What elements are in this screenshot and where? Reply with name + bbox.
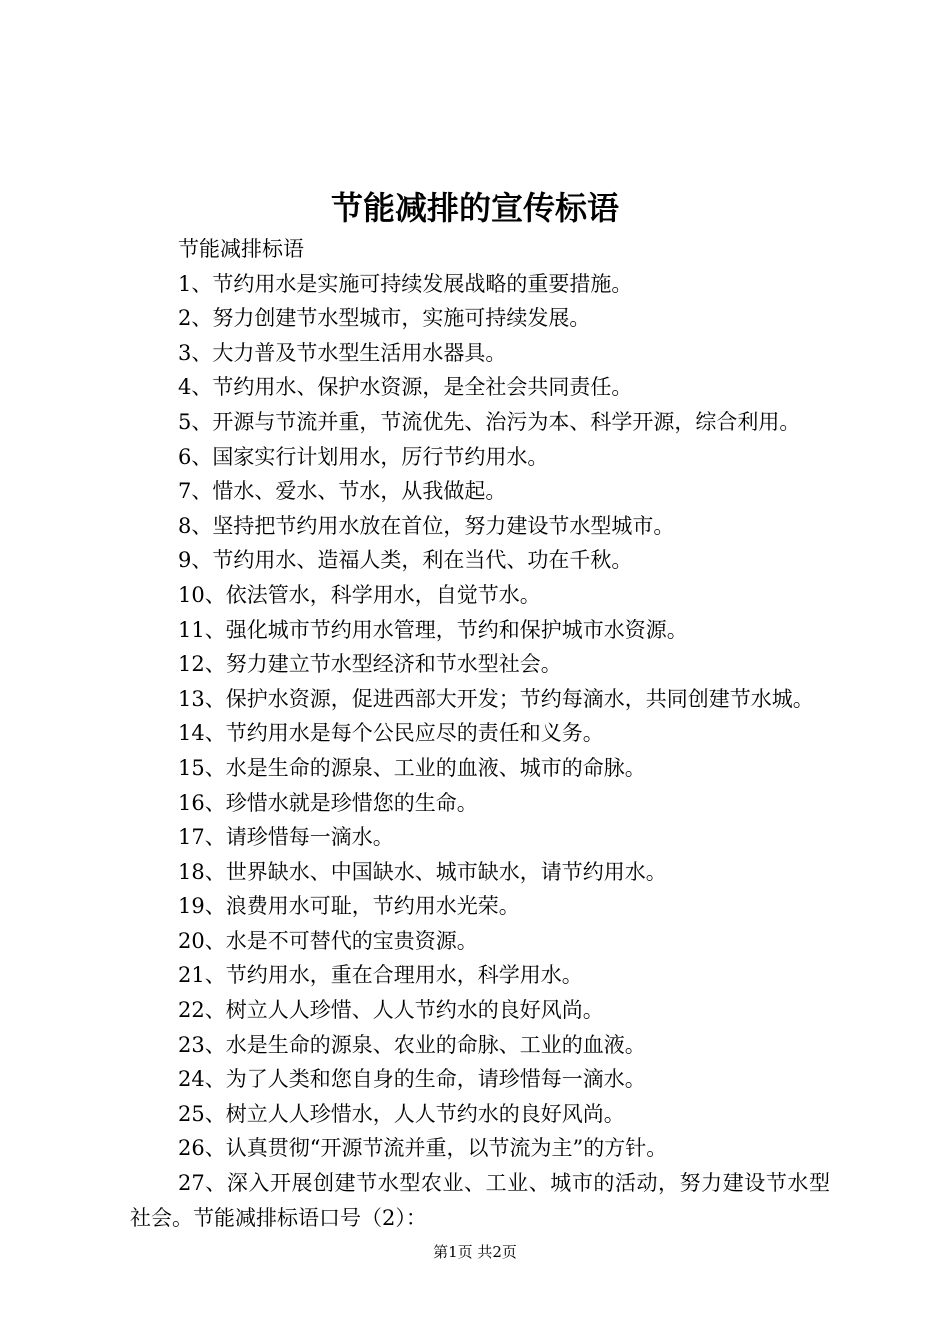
slogan-item: 4、节约用水、保护水资源，是全社会共同责任。 (178, 375, 633, 400)
slogan-item: 1、节约用水是实施可持续发展战略的重要措施。 (178, 271, 633, 296)
slogan-item: 23、水是生命的源泉、农业的命脉、工业的血液。 (178, 1032, 646, 1057)
slogan-item: 15、水是生命的源泉、工业的血液、城市的命脉。 (178, 755, 646, 780)
document-body (130, 232, 830, 1235)
slogan-item: 14、节约用水是每个公民应尽的责任和义务。 (178, 721, 604, 746)
slogan-item: 18、世界缺水、中国缺水、城市缺水，请节约用水。 (178, 859, 667, 884)
slogan-item: 7、惜水、爱水、节水，从我做起。 (178, 479, 507, 504)
page-number: 第1页 共2页 (433, 1243, 517, 1261)
slogan-item: 9、节约用水、造福人类，利在当代、功在千秋。 (178, 548, 633, 573)
slogan-item: 19、浪费用水可耻，节约用水光荣。 (178, 894, 520, 919)
slogan-item: 5、开源与节流并重，节流优先、治污为本、科学开源，综合利用。 (178, 409, 801, 434)
slogan-item: 16、珍惜水就是珍惜您的生命。 (178, 790, 478, 815)
page-footer (0, 1242, 950, 1262)
slogan-item: 6、国家实行计划用水，厉行节约用水。 (178, 444, 549, 469)
slogan-item: 10、依法管水，科学用水，自觉节水。 (178, 582, 541, 607)
document-title: 节能减排的宣传标语 (330, 189, 619, 227)
slogan-item: 26、认真贯彻“开源节流并重，以节流为主”的方针。 (178, 1136, 668, 1161)
slogan-item: 22、树立人人珍惜、人人节约水的良好风尚。 (178, 998, 604, 1023)
slogan-item: 24、为了人类和您自身的生命，请珍惜每一滴水。 (178, 1067, 646, 1092)
slogan-item: 20、水是不可替代的宝贵资源。 (178, 928, 478, 953)
section-heading: 节能减排标语 (178, 237, 304, 261)
slogan-item: 11、强化城市节约用水管理，节约和保护城市水资源。 (178, 617, 688, 642)
slogan-item: 8、坚持把节约用水放在首位，努力建设节水型城市。 (178, 513, 675, 538)
slogan-item: 12、努力建立节水型经济和节水型社会。 (178, 652, 562, 677)
slogan-item: 13、保护水资源，促进西部大开发；节约每滴水，共同创建节水城。 (178, 686, 814, 711)
slogan-item: 27、深入开展创建节水型农业、工业、城市的活动，努力建设节水型社会。节能减排标语口号（2）： (130, 1171, 830, 1230)
slogan-item: 17、请珍惜每一滴水。 (178, 825, 394, 850)
slogan-item: 3、大力普及节水型生活用水器具。 (178, 340, 507, 365)
slogan-item: 2、努力创建节水型城市，实施可持续发展。 (178, 306, 591, 331)
slogan-item: 21、节约用水，重在合理用水，科学用水。 (178, 963, 583, 988)
slogan-item: 25、树立人人珍惜水，人人节约水的良好风尚。 (178, 1101, 625, 1126)
